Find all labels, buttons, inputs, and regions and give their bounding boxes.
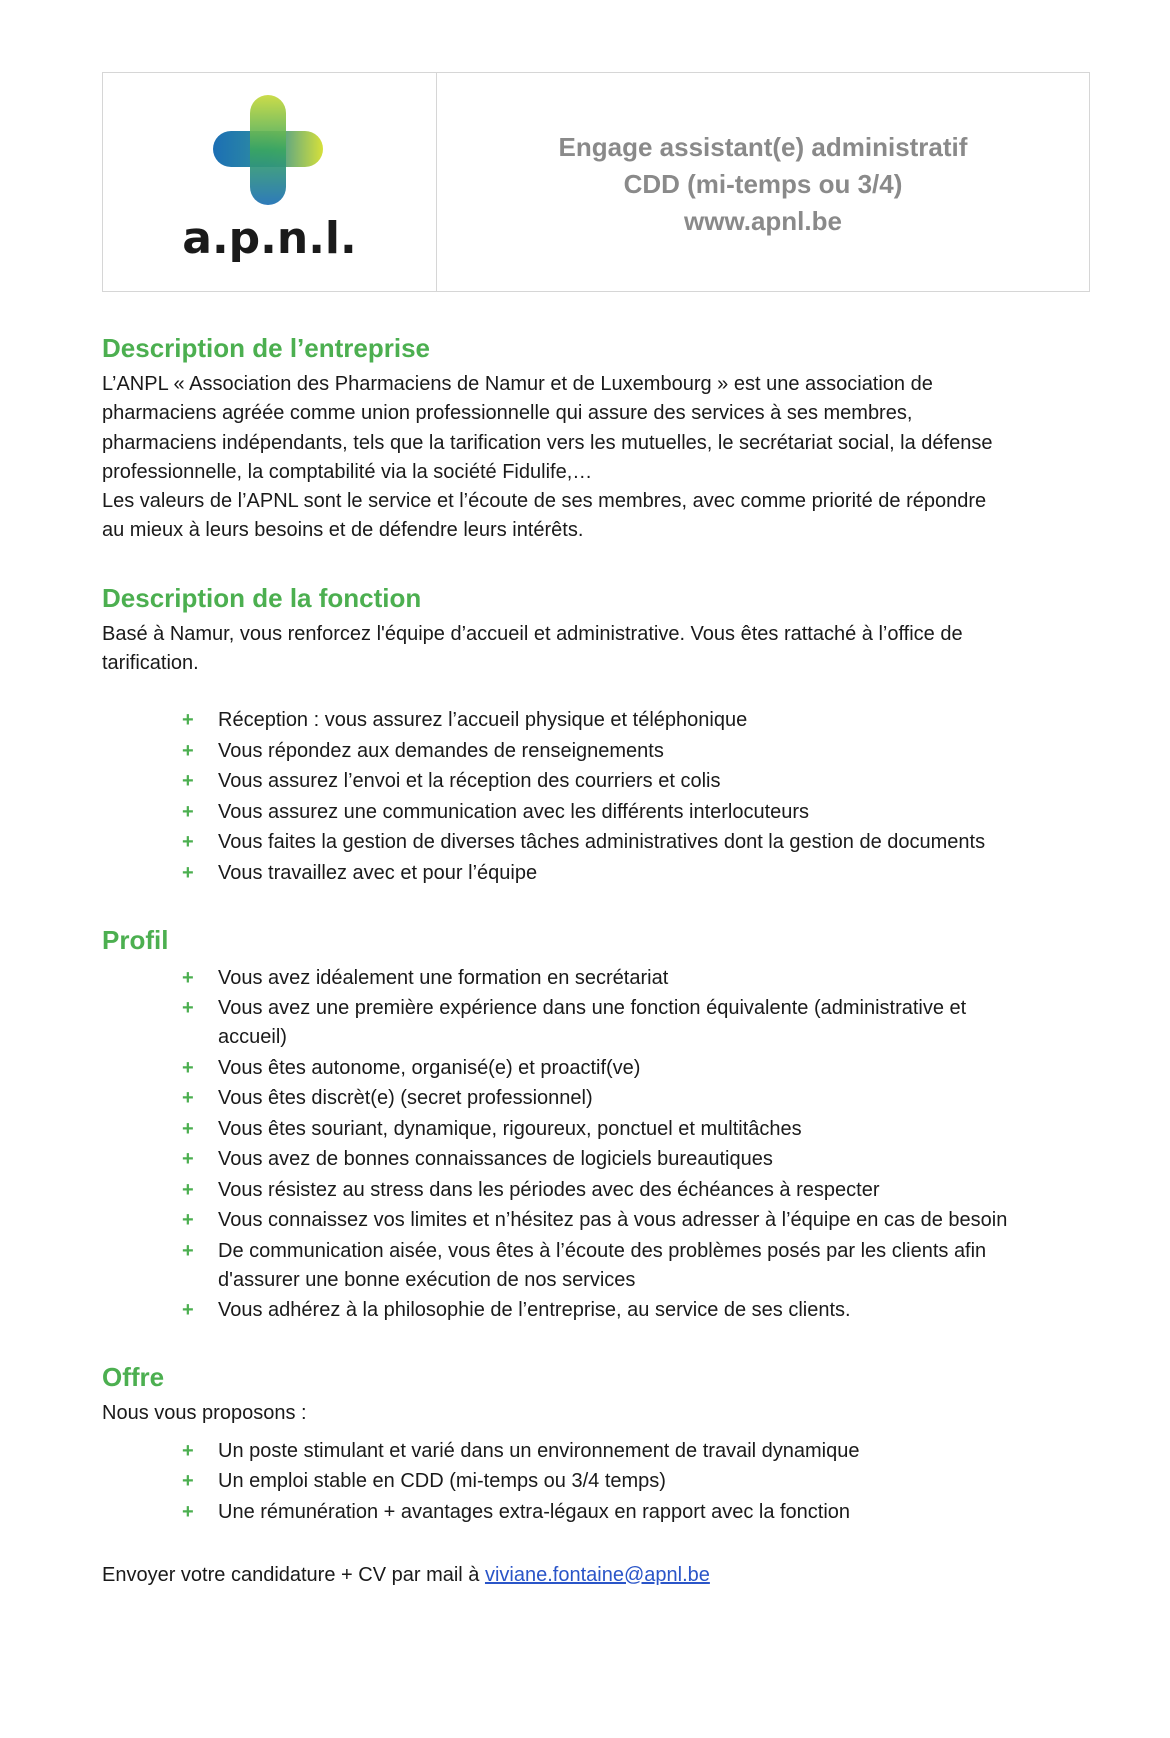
- section-entreprise: [102, 330, 1092, 546]
- posting-content: [102, 330, 1092, 1590]
- plus-bullet-icon: +: [182, 1299, 194, 1322]
- logo-cell: [103, 73, 437, 291]
- list-item: [102, 964, 1092, 993]
- offre-intro: Nous vous proposons :: [102, 1402, 307, 1425]
- plus-bullet-icon: +: [182, 966, 194, 989]
- list-item: [102, 798, 1092, 827]
- list-item-text: Un poste stimulant et varié dans un environnement de travail dynamique: [218, 1439, 860, 1462]
- list-item-text: De communication aisée, vous êtes à l’écoute des problèmes posés par les clients afin: [218, 1239, 987, 1262]
- list-item: [102, 767, 1092, 796]
- list-item-text: Un emploi stable en CDD (mi-temps ou 3/4 temps): [218, 1470, 666, 1493]
- section-heading: Description de la fonction: [102, 582, 422, 613]
- list-item: [102, 1296, 1092, 1325]
- list-item: [102, 1054, 1092, 1083]
- list-item-text: Vous avez idéalement une formation en secrétariat: [218, 966, 669, 989]
- apnl-cross-logo-icon: [213, 95, 323, 205]
- list-item-text: Vous êtes discrèt(e) (secret professionnel): [218, 1087, 593, 1110]
- contact-line: [102, 1561, 1092, 1590]
- plus-bullet-icon: +: [182, 800, 194, 823]
- list-item: [102, 1467, 1092, 1496]
- paragraph-line: pharmaciens indépendants, tels que la tarification vers les mutuelles, le secrétariat social, la défense: [102, 431, 993, 454]
- paragraph-line: tarification.: [102, 652, 199, 675]
- plus-bullet-icon: +: [182, 1178, 194, 1201]
- posting-title: [437, 73, 1089, 291]
- bullet-list: [102, 1437, 1092, 1527]
- plus-bullet-icon: +: [182, 861, 194, 884]
- list-item-text: accueil): [218, 1026, 287, 1049]
- list-item: [102, 1237, 1092, 1295]
- list-item-text: Réception : vous assurez l’accueil physique et téléphonique: [218, 709, 748, 732]
- plus-bullet-icon: +: [182, 1209, 194, 1232]
- title-line: CDD (mi-temps ou 3/4): [623, 169, 903, 199]
- paragraph-line: au mieux à leurs besoins et de défendre leurs intérêts.: [102, 519, 584, 542]
- contact-text: Envoyer votre candidature + CV par mail à: [102, 1563, 485, 1586]
- plus-bullet-icon: +: [182, 831, 194, 854]
- list-item: [102, 1115, 1092, 1144]
- paragraph-line: pharmaciens agréée comme union professionnelle qui assure des services à ses membres,: [102, 402, 913, 425]
- plus-bullet-icon: +: [182, 1087, 194, 1110]
- bullet-list: [102, 706, 1092, 888]
- plus-bullet-icon: +: [182, 1470, 194, 1493]
- bullet-list: [102, 964, 1092, 1326]
- plus-bullet-icon: +: [182, 770, 194, 793]
- plus-bullet-icon: +: [182, 739, 194, 762]
- plus-bullet-icon: +: [182, 1500, 194, 1523]
- list-item: [102, 737, 1092, 766]
- paragraph-line: Les valeurs de l’APNL sont le service et l’écoute de ses membres, avec comme priorité de répondre: [102, 490, 987, 513]
- paragraph-line: professionnelle, la comptabilité via la société Fidulife,…: [102, 460, 593, 483]
- plus-bullet-icon: +: [182, 1148, 194, 1171]
- list-item-text: d'assurer une bonne exécution de nos services: [218, 1268, 636, 1291]
- website-line: www.apnl.be: [684, 206, 842, 236]
- section-fonction: [102, 580, 1092, 888]
- list-item: [102, 1145, 1092, 1174]
- list-item: [102, 994, 1092, 1052]
- list-item-text: Vous faites la gestion de diverses tâches administratives dont la gestion de documents: [218, 831, 986, 854]
- list-item: [102, 1176, 1092, 1205]
- section-heading: Description de l’entreprise: [102, 333, 430, 363]
- list-item-text: Vous assurez l’envoi et la réception des courriers et colis: [218, 770, 721, 793]
- section-heading: Offre: [102, 1362, 165, 1393]
- plus-bullet-icon: +: [182, 1056, 194, 1079]
- logo-text: a.p.n.l.: [182, 213, 357, 264]
- list-item: [102, 859, 1092, 888]
- list-item: [102, 828, 1092, 857]
- list-item-text: Vous êtes souriant, dynamique, rigoureux, ponctuel et multitâches: [218, 1117, 802, 1140]
- plus-bullet-icon: +: [182, 1439, 194, 1462]
- plus-bullet-icon: +: [182, 1117, 194, 1140]
- list-item: [102, 706, 1092, 735]
- plus-bullet-icon: +: [182, 1239, 194, 1262]
- list-item-text: Vous avez une première expérience dans une fonction équivalente (administrative et: [218, 997, 967, 1020]
- paragraph-line: Basé à Namur, vous renforcez l'équipe d’accueil et administrative. Vous êtes rattaché à l’office de: [102, 622, 963, 645]
- list-item-text: Vous résistez au stress dans les périodes avec des échéances à respecter: [218, 1178, 880, 1201]
- plus-bullet-icon: +: [182, 997, 194, 1020]
- email-link[interactable]: viviane.fontaine@apnl.be: [484, 1563, 710, 1586]
- list-item-text: Vous assurez une communication avec les différents interlocuteurs: [218, 800, 810, 823]
- list-item-text: Une rémunération + avantages extra-légaux en rapport avec la fonction: [218, 1500, 851, 1523]
- list-item-text: Vous travaillez avec et pour l’équipe: [218, 861, 538, 884]
- list-item: [102, 1498, 1092, 1527]
- section-offre: [102, 1359, 1092, 1526]
- list-item: [102, 1084, 1092, 1113]
- header-box: [102, 72, 1090, 292]
- list-item-text: Vous êtes autonome, organisé(e) et proactif(ve): [218, 1056, 641, 1079]
- list-item: [102, 1206, 1092, 1235]
- paragraph-line: L’ANPL « Association des Pharmaciens de Namur et de Luxembourg » est une association de: [102, 373, 933, 395]
- section-profil: [102, 922, 1092, 1326]
- list-item-text: Vous connaissez vos limites et n’hésitez pas à vous adresser à l’équipe en cas de besoin: [218, 1209, 1008, 1232]
- list-item-text: Vous répondez aux demandes de renseignements: [218, 739, 664, 762]
- list-item-text: Vous avez de bonnes connaissances de logiciels bureautiques: [218, 1148, 773, 1171]
- title-line: Engage assistant(e) administratif: [558, 132, 968, 162]
- section-heading: Profil: [102, 924, 169, 955]
- list-item: [102, 1437, 1092, 1466]
- plus-bullet-icon: +: [182, 709, 194, 732]
- list-item-text: Vous adhérez à la philosophie de l’entreprise, au service de ses clients.: [218, 1299, 851, 1322]
